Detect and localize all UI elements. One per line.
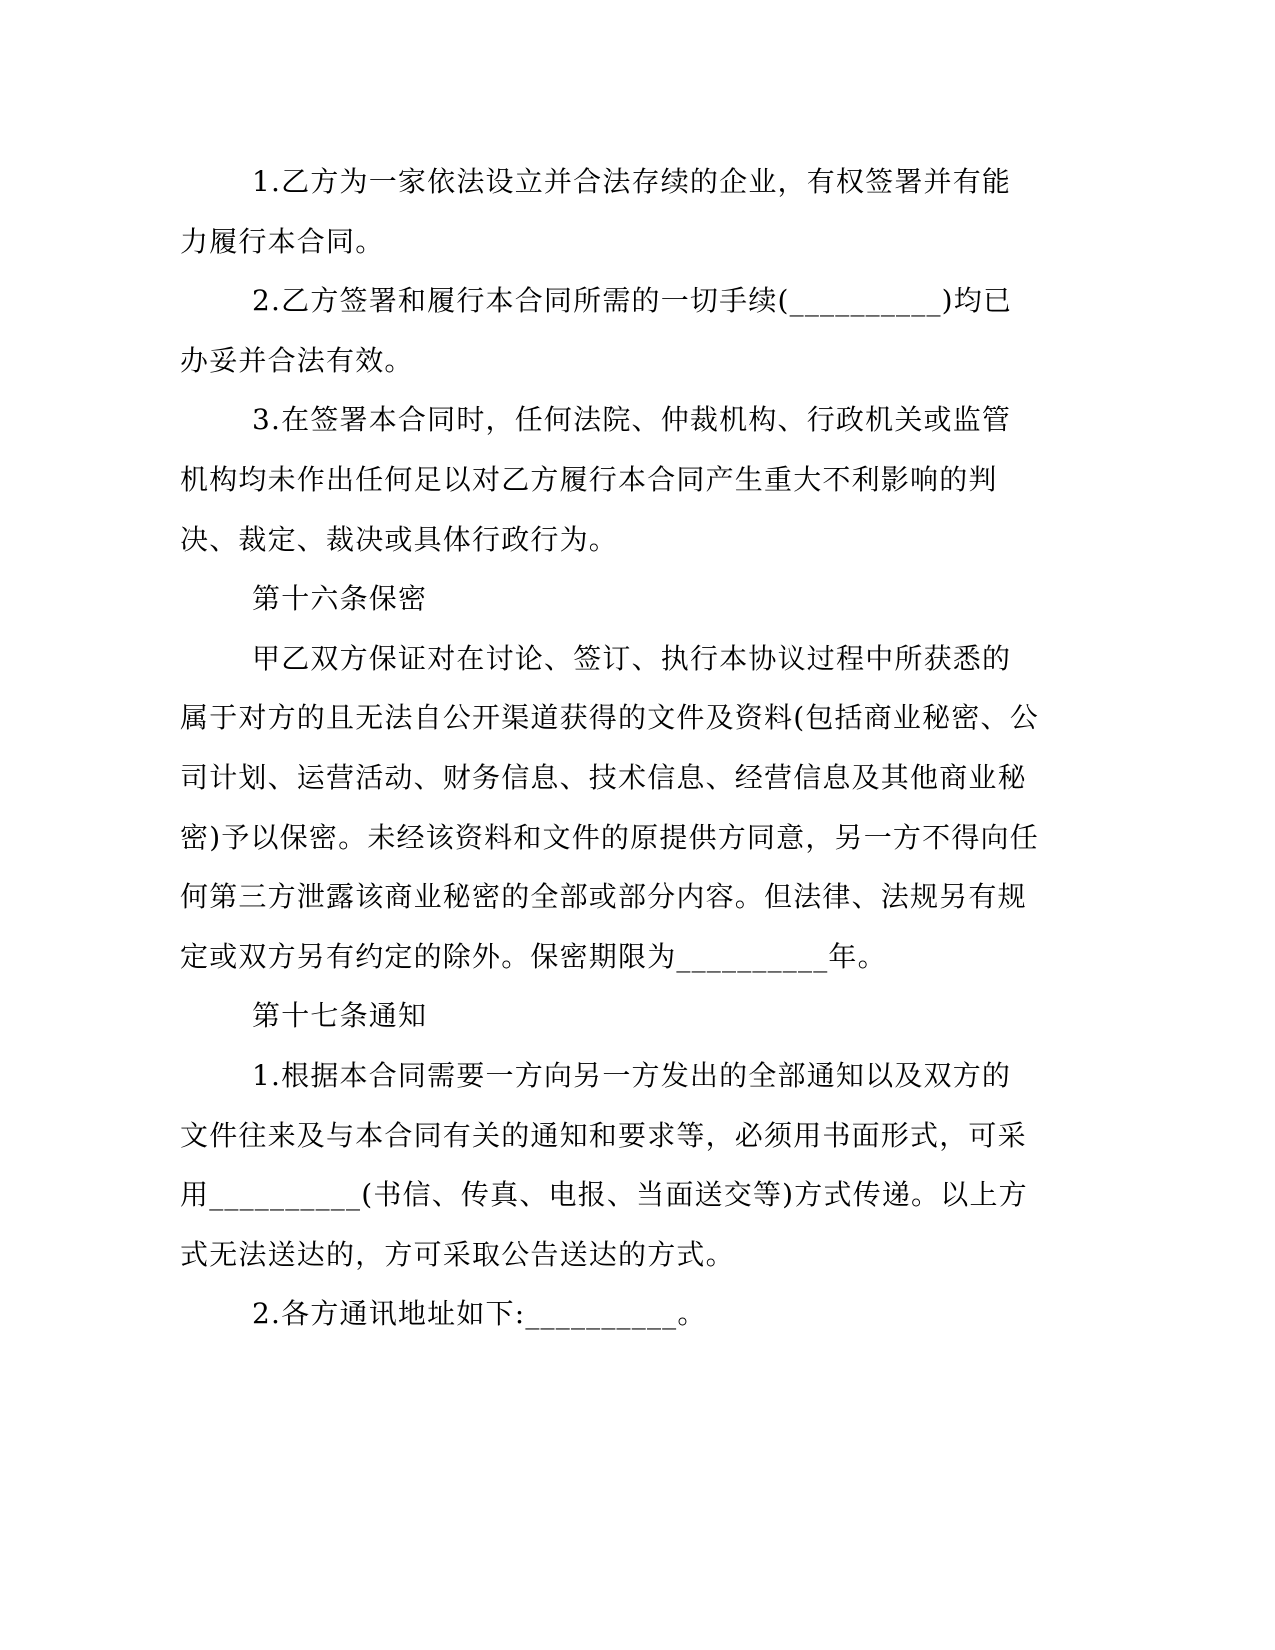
article-16-heading: 第十六条保密: [252, 582, 428, 616]
clause-1-paragraph: 1.乙方为一家依法设立并合法存续的企业，有权签署并有能力履行本合同。: [180, 165, 1012, 258]
clause-3-paragraph: 3.在签署本合同时，任何法院、仲裁机构、行政机关或监管机构均未作出任何足以对乙方履行本合同产生重大不利影响的判决、裁定、裁决或具体行政行为。: [180, 403, 1012, 556]
article-16-paragraph: 甲乙双方保证对在讨论、签订、执行本协议过程中所获悉的属于对方的且无法自公开渠道获得的文件及资料(包括商业秘密、公司计划、运营活动、财务信息、技术信息、经营信息及其他商业秘密)予以保密。未经该资料和文件的原提供方同意，另一方不得向任何第三方泄露该商业秘密的全部或部分内容。但法律、法规另有规定或双方另有约定的除外。保密期限为__________年。: [180, 641, 1039, 973]
article-17-clause-1-paragraph: 1.根据本合同需要一方向另一方发出的全部通知以及双方的文件往来及与本合同有关的通知和要求等，必须用书面形式，可采用__________(书信、传真、电报、当面送交等)方式传递。以上方式无法送达的，方可采取公告送达的方式。: [180, 1058, 1028, 1271]
article-17-heading: 第十七条通知: [252, 999, 428, 1033]
article-17-clause-2-paragraph: 2.各方通讯地址如下:__________。: [252, 1297, 707, 1331]
clause-2-paragraph: 2.乙方签署和履行本合同所需的一切手续(__________)均已办妥并合法有效。: [180, 284, 1013, 377]
document-body: [180, 152, 1040, 1344]
